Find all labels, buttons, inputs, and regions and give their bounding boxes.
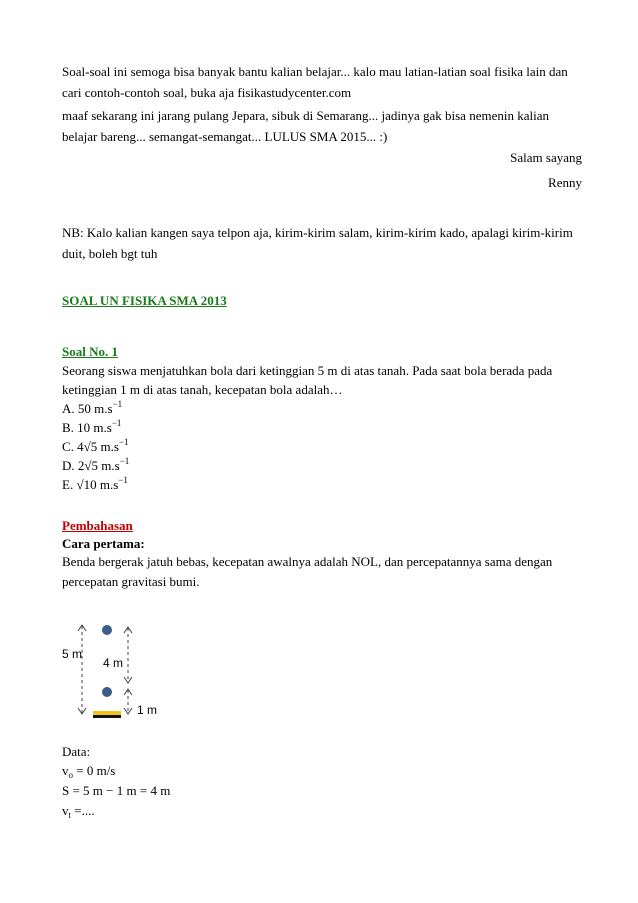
intro-line-2: cari contoh-contoh soal, buka aja fisikastudycenter.com [62, 85, 352, 100]
free-fall-diagram [62, 620, 182, 730]
section-title[interactable] [62, 290, 582, 311]
ground-yellow [93, 711, 121, 715]
ball-bottom [102, 687, 112, 697]
section-title-link[interactable]: SOAL UN FISIKA SMA 2013 [62, 293, 227, 308]
data-v0-sub: o [68, 770, 73, 780]
option-c-label: C. 4√5 m.s [62, 439, 119, 454]
option-e-label: E. √10 m.s [62, 477, 119, 492]
option-d [62, 455, 582, 476]
option-c [62, 436, 582, 457]
data-s: S = 5 m − 1 m = 4 m [62, 783, 171, 798]
solution-text-1: Benda bergerak jatuh bebas, kecepatan awalnya adalah NOL, dan percepatannya sama dengan [62, 554, 553, 569]
data-vt [62, 800, 582, 821]
signoff-name: Renny [548, 175, 582, 190]
data-v0-main: v [62, 763, 69, 778]
signoff-greeting: Salam sayang [510, 150, 582, 165]
ground-black [93, 715, 121, 718]
question-text-1: Seorang siswa menjatuhkan bola dari ketinggian 5 m di atas tanah. Pada saat bola berada pada [62, 363, 553, 378]
label-1m: 1 m [137, 703, 158, 717]
option-d-exp: −1 [119, 456, 130, 466]
intro-line-4: belajar bareng... semangat-semangat... LULUS SMA 2015... :) [62, 129, 388, 144]
option-a [62, 398, 582, 419]
option-b-label: B. 10 m.s [62, 420, 112, 435]
ball-top [102, 625, 112, 635]
option-e [62, 474, 582, 495]
data-v0 [62, 760, 582, 781]
solution-method: Cara pertama: [62, 536, 145, 551]
option-e-exp: −1 [118, 475, 128, 485]
option-d-label: D. 2√5 m.s [62, 458, 120, 473]
option-a-label: A. 50 m.s [62, 401, 113, 416]
label-5m: 5 m [62, 647, 83, 661]
data-vt-rest: =.... [71, 803, 95, 818]
free-fall-svg [62, 620, 182, 730]
label-4m: 4 m [103, 656, 124, 670]
solution-title-link[interactable]: Pembahasan [62, 518, 133, 533]
option-c-exp: −1 [118, 437, 129, 447]
option-b-exp: −1 [111, 418, 122, 428]
data-vt-main: v [62, 803, 69, 818]
nb-line-2: duit, boleh bgt tuh [62, 246, 158, 261]
intro-line-3: maaf sekarang ini jarang pulang Jepara, sibuk di Semarang... jadinya gak bisa nemenin kalian [62, 108, 549, 123]
question-text-2: ketinggian 1 m di atas tanah, kecepatan bola adalah… [62, 382, 343, 397]
nb-line-1: NB: Kalo kalian kangen saya telpon aja, kirim-kirim salam, kirim-kirim kado, apalagi kirim-kirim [62, 225, 573, 240]
intro-line-1: Soal-soal ini semoga bisa banyak bantu kalian belajar... kalo mau latian-latian soal fisika lain dan [62, 64, 568, 79]
data-v0-rest: = 0 m/s [73, 763, 116, 778]
option-b [62, 417, 582, 438]
question-title-link[interactable]: Soal No. 1 [62, 344, 118, 359]
data-title: Data: [62, 744, 91, 759]
question-title[interactable] [62, 341, 582, 362]
data-vt-sub: t [68, 810, 72, 820]
option-a-exp: −1 [112, 399, 123, 409]
solution-text-2: percepatan gravitasi bumi. [62, 574, 200, 589]
